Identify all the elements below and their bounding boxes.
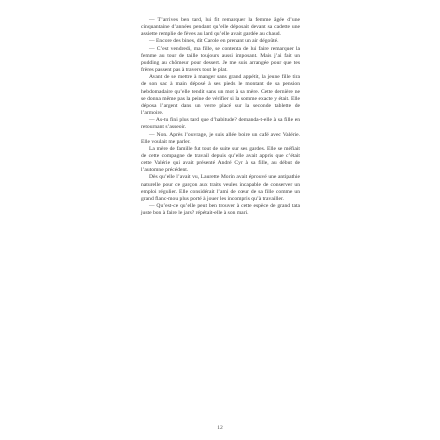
paragraph: — Non. Après l’ouvrage, je suis allée boire un café avec Valérie. Elle voulait me parler. xyxy=(141,131,300,145)
paragraph: — C’est vendredi, ma fille, se contenta de lui faire remarquer la femme au tour de taille toujours aussi imposant. Mais j’ai fait un pudding au chômeur pour dessert. Je me suis arrangée pour que tes frères passent pas à travers tout le plat. xyxy=(141,45,300,74)
paragraph: Dès qu’elle l’avait vu, Laurette Morin avait éprouvé une antipathie naturelle pour ce garçon aux traits veules incapable de conserver un emploi régulier. Elle considérait l’ami de cœur de sa fille comme un grand flanc-mou plus porté à jouer les incompris qu’à travailler. xyxy=(141,174,300,202)
paragraph: La mère de famille fut tout de suite sur ses gardes. Elle se méfiait de cette compagne de travail depuis qu’elle avait appris que c’était cette Valérie qui avait présenté André Cyr à sa fille, au début de l’automne précédent. xyxy=(141,145,300,174)
paragraph: — Qu’est-ce qu’elle peut ben trouver à cette espèce de grand tata juste bon à faire le jars? répétait-elle à son mari. xyxy=(141,203,300,217)
paragraph: — T’arrives ben tard, lui fit remarquer la femme âgée d’une cinquantaine d’années pendant qu’elle déposait devant sa cadette une assiette remplie de fèves au lard qu’elle avait gardée au chaud. xyxy=(141,17,300,38)
paragraph: — As-tu fini plus tard que d’habitude? demanda-t-elle à sa fille en retournant s’asseoir. xyxy=(141,117,300,131)
paragraph: Avant de se mettre à manger sans grand appétit, la jeune fille tira de son sac à main déposé à ses pieds le montant de sa pension hebdomadaire qu’elle tendit sans un mot à sa mère. Cette dernière ne se donna même pas la peine de vérifier si la somme exacte y était. Elle déposa l’argent dans un verre placé sur la seconde tablette de l’armoire. xyxy=(141,74,300,117)
paragraph: — Encore des bines, dit Carole en prenant un air dégoûté. xyxy=(149,38,279,45)
body-text xyxy=(141,17,300,217)
page-number: 12 xyxy=(217,425,223,431)
